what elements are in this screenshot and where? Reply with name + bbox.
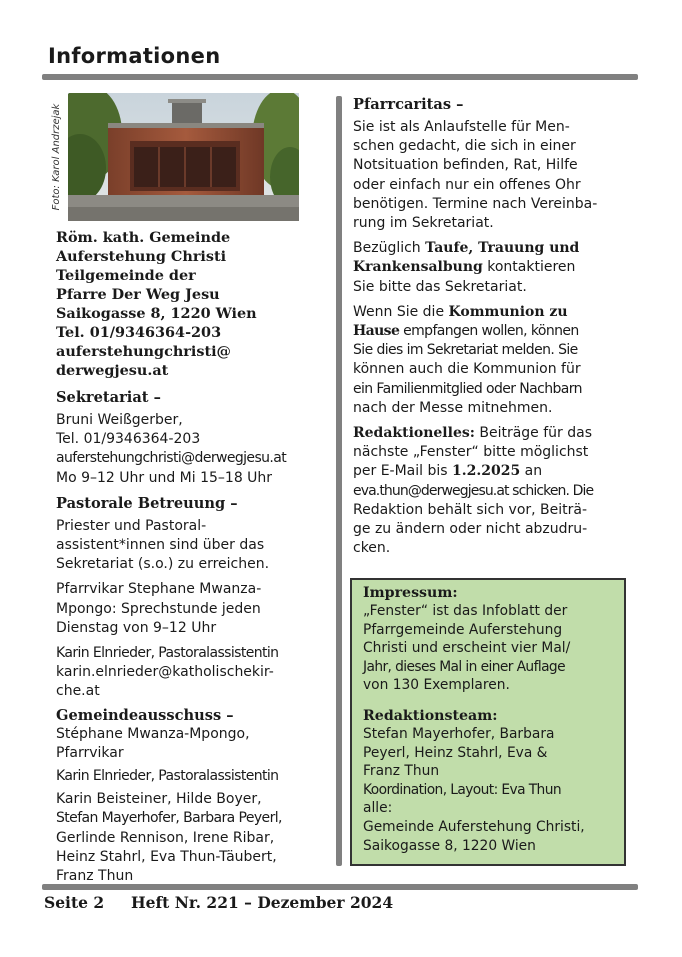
impressum-text: [363, 602, 614, 695]
pfarrcaritas-text: [353, 118, 631, 233]
impressum-heading: Impressum:: [363, 585, 458, 601]
text-line: [353, 462, 631, 481]
kommunion-text: [353, 303, 631, 418]
text-line: schen gedacht, die sich in einer: [353, 138, 576, 155]
text-line: nächste „Fenster“ bitte möglichst: [353, 444, 589, 461]
text-line: Karin Beisteiner, Hilde Boyer,: [56, 791, 262, 808]
text-line: Pfarrvikar Stephane Mwanza-: [56, 581, 262, 598]
text-line: Jahr, dieses Mal in einer Auflage: [363, 658, 565, 675]
text-line: Peyerl, Heinz Stahrl, Eva &: [363, 744, 548, 761]
text-line: [353, 258, 631, 277]
sekretariat-line: Mo 9–12 Uhr und Mi 15–18 Uhr: [56, 469, 273, 486]
text-run: Bezüglich: [353, 240, 426, 257]
text-line: ein Familienmitglied oder Nachbarn: [353, 380, 582, 397]
pastorale-para-3: [56, 644, 332, 702]
issue-info: Heft Nr. 221 – Dezember 2024: [131, 893, 394, 912]
text-run: empfangen wollen, können: [399, 323, 579, 340]
text-line: Gerlinde Rennison, Irene Ribar,: [56, 829, 275, 846]
page-number: Seite 2: [44, 893, 105, 912]
pastorale-heading: Pastorale Betreuung –: [56, 494, 238, 512]
text-line: alle:: [363, 800, 393, 817]
text-line: oder einfach nur ein offenes Ohr: [353, 176, 581, 193]
text-line: benötigen. Termine nach Vereinba-: [353, 195, 598, 212]
text-line: cken.: [353, 540, 391, 557]
text-line: Priester und Pastoral-: [56, 517, 207, 534]
text-line: ge zu ändern oder nicht abzudru-: [353, 521, 588, 538]
text-line: karin.elnrieder@katholischekir-: [56, 664, 274, 681]
text-line: Redaktion behält sich vor, Beiträ-: [353, 501, 588, 518]
text-line: Pfarrvikar: [56, 744, 124, 761]
redaktionsteam-text: [363, 725, 614, 855]
text-run: per E-Mail bis: [353, 463, 453, 480]
sakramente-text: [353, 239, 631, 297]
bold-run: Kommunion zu: [448, 303, 568, 320]
text-line: Dienstag von 9–12 Uhr: [56, 619, 217, 636]
column-divider: [336, 96, 342, 866]
parish-line: Pfarre Der Weg Jesu: [56, 286, 220, 303]
text-line: [353, 303, 631, 322]
text-line: Karin Elnrieder, Pastoralassistentin: [56, 768, 279, 785]
sekretariat-email: auferstehungchristi@derwegjesu.at: [56, 450, 287, 467]
redaktionelles-text: [353, 424, 631, 558]
gemeindeausschuss-para-1: [56, 725, 332, 763]
text-line: Stéphane Mwanza-Mpongo,: [56, 725, 250, 742]
page-title: Informationen: [48, 44, 221, 68]
parish-info: [56, 228, 332, 380]
text-line: assistent*innen sind über das: [56, 537, 265, 554]
text-line: rung im Sekretariat.: [353, 215, 494, 232]
bold-run: 1.2.2025: [452, 463, 521, 480]
text-line: Sekretariat (s.o.) zu erreichen.: [56, 556, 270, 573]
text-line: Mpongo: Sprechstunde jeden: [56, 600, 261, 617]
text-line: Pfarrgemeinde Auferstehung: [363, 621, 563, 638]
pastorale-para-1: [56, 517, 332, 575]
bold-run: Taufe, Trauung und: [425, 240, 580, 257]
bold-run: Redaktionelles:: [353, 425, 475, 442]
text-run: kontaktieren: [482, 259, 576, 276]
text-line: von 130 Exemplaren.: [363, 677, 510, 694]
sekretariat-text: [56, 411, 332, 488]
left-column: [56, 228, 332, 886]
gemeindeausschuss-heading: Gemeindeausschuss –: [56, 706, 234, 724]
bold-run: Krankensalbung: [353, 259, 483, 276]
sekretariat-line: Tel. 01/9346364-203: [56, 431, 201, 448]
sekretariat-line: Bruni Weißgerber,: [56, 412, 183, 428]
text-line: Franz Thun: [56, 868, 134, 885]
top-divider: [42, 74, 638, 80]
text-run: Wenn Sie die: [353, 303, 449, 320]
text-line: [353, 424, 631, 443]
text-line: Notsituation befinden, Rat, Hilfe: [353, 157, 578, 174]
text-line: Sie ist als Anlaufstelle für Men-: [353, 119, 570, 135]
text-line: Stefan Mayerhofer, Barbara: [363, 725, 555, 742]
pastorale-para-2: [56, 580, 332, 638]
redaktionsteam-heading: Redaktionsteam:: [363, 707, 498, 724]
parish-email: derwegjesu.at: [56, 362, 169, 379]
parish-phone: Tel. 01/9346364-203: [56, 324, 222, 341]
parish-line: Auferstehung Christi: [56, 248, 227, 265]
text-line: Heinz Stahrl, Eva Thun-Täubert,: [56, 848, 277, 865]
parish-line: Röm. kath. Gemeinde: [56, 229, 231, 246]
photo-credit-text: Foto: Karol Andrzejak: [51, 103, 62, 211]
text-line: che.at: [56, 683, 100, 700]
text-line: [353, 239, 631, 258]
text-line: Saikogasse 8, 1220 Wien: [363, 837, 536, 854]
photo-credit: [51, 94, 65, 220]
text-run: Beiträge für das: [474, 425, 593, 442]
bottom-divider: [42, 884, 638, 890]
text-line: Koordination, Layout: Eva Thun: [363, 781, 561, 798]
gemeindeausschuss-para-3: [56, 790, 332, 886]
text-line: Franz Thun: [363, 763, 440, 780]
text-line: Sie dies im Sekretariat melden. Sie: [353, 342, 578, 359]
text-line: Karin Elnrieder, Pastoralassistentin: [56, 645, 279, 662]
text-line: nach der Messe mitnehmen.: [353, 399, 553, 416]
parish-address: Saikogasse 8, 1220 Wien: [56, 305, 257, 322]
page-footer: [44, 893, 393, 912]
parish-email: auferstehungchristi@: [56, 343, 231, 360]
text-line: Stefan Mayerhofer, Barbara Peyerl,: [56, 810, 282, 827]
impressum-box: [350, 578, 626, 866]
text-line: Sie bitte das Sekretariat.: [353, 278, 527, 295]
text-line: „Fenster“ ist das Infoblatt der: [363, 603, 568, 619]
bold-run: Hause: [353, 323, 400, 340]
sekretariat-heading: Sekretariat –: [56, 389, 161, 406]
text-line: Gemeinde Auferstehung Christi,: [363, 818, 585, 835]
church-photo: [68, 93, 299, 221]
gemeindeausschuss-para-2: [56, 767, 332, 786]
text-run: an: [520, 463, 543, 480]
pfarrcaritas-heading: Pfarrcaritas –: [353, 96, 464, 113]
right-column: [353, 95, 631, 558]
text-line: Christi und erscheint vier Mal/: [363, 640, 571, 657]
text-line: [353, 322, 631, 341]
parish-line: Teilgemeinde der: [56, 267, 196, 284]
text-line: können auch die Kommunion für: [353, 361, 581, 378]
text-line: eva.thun@derwegjesu.at schicken. Die: [353, 482, 594, 499]
